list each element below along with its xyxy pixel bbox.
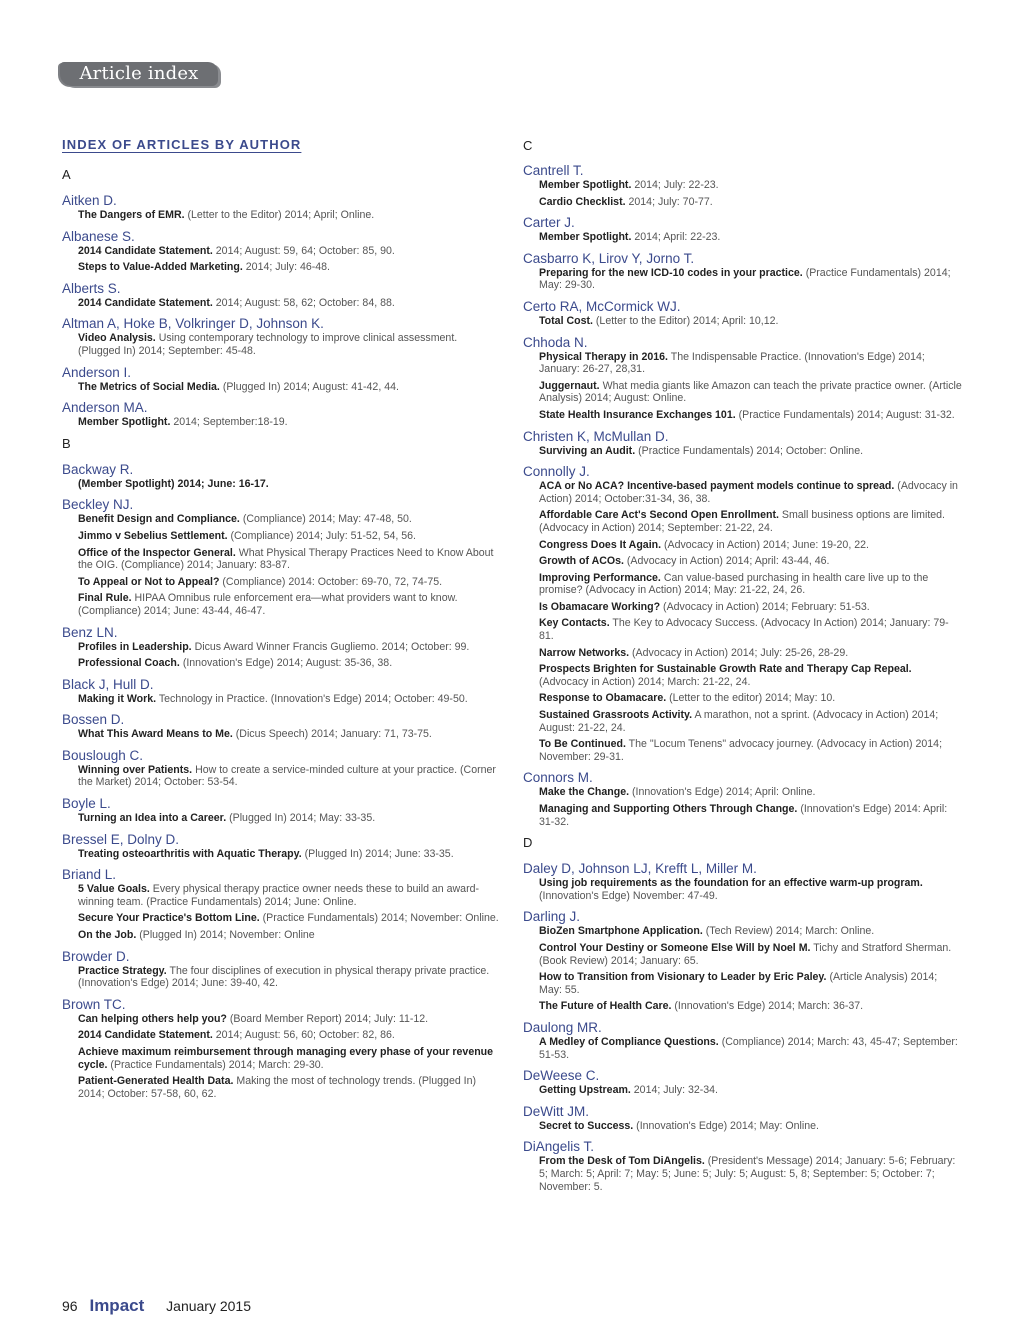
article-details: (Dicus Speech) 2014; January: 71, 73-75.: [235, 728, 432, 741]
article-title: The Metrics of Social Media.: [78, 380, 220, 393]
author-entries: [539, 877, 963, 902]
article-details: What Physical Therapy Practices Need to Know About the OIG. (Compliance) 2014; January: 83-87.: [78, 546, 494, 572]
article-entry: [539, 803, 963, 828]
author-entries: [539, 1084, 963, 1097]
section-letter: B: [62, 435, 71, 451]
author-name: DiAngelis T.: [523, 1139, 595, 1155]
article-title: Congress Does It Again.: [539, 538, 662, 551]
author-entries: [539, 786, 963, 828]
article-title: Final Rule.: [78, 592, 132, 605]
author-entries: [78, 641, 502, 670]
article-title: Profiles in Leadership.: [78, 640, 192, 653]
section-letter: A: [62, 167, 71, 182]
author-name: Connors M.: [523, 770, 593, 786]
article-details: (Plugged In) 2014; May: 33-35.: [229, 812, 376, 825]
article-title: Cardio Checklist.: [539, 195, 626, 208]
article-title: Getting Upstream.: [539, 1084, 631, 1097]
banner-text: Article index: [79, 63, 199, 84]
article-title: Growth of ACOs.: [539, 555, 624, 568]
article-entry: [539, 231, 963, 244]
article-details: 2014; July: 22-23.: [634, 179, 719, 191]
article-details: (Advocacy in Action) 2014; July: 25-26, 28-29.: [632, 646, 849, 659]
article-title: Physical Therapy in 2016.: [539, 350, 668, 363]
article-title: Achieve maximum reimbursement through managing every phase of your revenue cycle.: [78, 1046, 494, 1071]
article-details: (Plugged In) 2014; August: 41-42, 44.: [222, 380, 399, 393]
author-name: DeWitt JM.: [523, 1103, 589, 1119]
article-title: Total Cost.: [539, 314, 593, 327]
author-entries: [78, 381, 502, 394]
article-details: (Compliance) 2014; July: 51-52, 54, 56.: [230, 529, 416, 542]
author-entries: [539, 231, 963, 244]
article-title: Make the Change.: [539, 786, 630, 799]
author-entries: [78, 848, 502, 861]
article-details: 2014; July: 46-48.: [245, 261, 330, 274]
article-entry: [78, 883, 502, 908]
author-entries: [78, 1013, 502, 1101]
author-name: Connolly J.: [523, 464, 590, 480]
article-entry: [78, 728, 502, 741]
article-details: 2014; August: 58, 62; October: 84, 88.: [215, 296, 395, 309]
author-entries: [539, 480, 963, 763]
article-details: The four disciplines of execution in physical therapy private practice. (Innovation's Edge) 2014; June: 39-40, 42.: [78, 964, 490, 990]
author-name: Bressel E, Dolny D.: [62, 831, 180, 847]
article-title: Office of the Inspector General.: [78, 546, 236, 559]
author-entries: [78, 965, 502, 990]
author-name: DeWeese C.: [523, 1068, 600, 1084]
article-details: 2014; August: 56, 60; October: 82, 86.: [215, 1029, 395, 1042]
article-title: Winning over Patients.: [78, 763, 193, 776]
article-details: (Plugged In) 2014; June: 33-35.: [304, 847, 454, 860]
article-details: The "Locum Tenens" advocacy journey. (Advocacy in Action) 2014; November: 29-31.: [539, 738, 943, 763]
article-entry: [78, 1046, 502, 1071]
article-title: Control Your Destiny or Someone Else Will by Noel M.: [539, 941, 811, 954]
article-title: BioZen Smartphone Application.: [539, 925, 703, 938]
article-details: Every physical therapy practice owner needs these to build an award-winning team. (Practice Fundamentals) 2014; June: Online.: [78, 883, 480, 908]
article-entry: [539, 925, 963, 938]
article-details: (Letter to the Editor) 2014; April; Online.: [187, 209, 375, 221]
article-entry: [539, 572, 963, 597]
article-entry: [539, 738, 963, 763]
article-entry: [78, 1075, 502, 1100]
article-title: The Future of Health Care.: [539, 1000, 672, 1013]
article-title: Improving Performance.: [539, 571, 661, 584]
author-name: Chhoda N.: [523, 334, 588, 350]
author-entries: [539, 925, 963, 1013]
article-entry: [78, 261, 502, 274]
article-title: Benefit Design and Compliance.: [78, 513, 240, 526]
author-entries: [78, 332, 502, 357]
article-entry: [539, 942, 963, 967]
article-details: (Practice Fundamentals) 2014; August: 31-32.: [738, 408, 955, 421]
article-details: (Compliance) 2014; March: 43, 45-47; September: 51-53.: [539, 1035, 958, 1061]
article-title: 2014 Candidate Statement.: [78, 244, 213, 257]
article-entry: [539, 380, 963, 405]
article-details: HIPAA Omnibus rule enforcement era—what providers want to know. (Compliance) 2014; June: 43-44, 46-47.: [78, 592, 458, 617]
article-title: Key Contacts.: [539, 617, 610, 630]
author-name: Backway R.: [62, 461, 134, 477]
article-details: What media giants like Amazon can teach the private practice owner. (Article Analysis) 2014; August: Online.: [539, 379, 962, 405]
author-name: Browder D.: [62, 948, 130, 964]
author-entries: [539, 1155, 963, 1193]
article-title: Member Spotlight.: [539, 179, 632, 191]
article-title: 2014 Candidate Statement.: [78, 296, 213, 309]
article-entry: [78, 929, 502, 942]
author-entries: [539, 1036, 963, 1061]
article-details: (Practice Fundamentals) 2014; October: Online.: [638, 444, 864, 457]
article-entry: [539, 445, 963, 458]
author-entries: [78, 478, 502, 491]
article-entry: [78, 332, 502, 357]
article-title: From the Desk of Tom DiAngelis.: [539, 1155, 705, 1168]
magazine-name: Impact: [89, 1296, 145, 1315]
left-column: [62, 137, 502, 1107]
author-entries: [539, 179, 963, 208]
section-letter: C: [523, 138, 533, 153]
page-number: 96: [62, 1298, 78, 1314]
article-title: Making it Work.: [78, 692, 157, 705]
article-details: (Tech Review) 2014; March: Online.: [705, 925, 875, 938]
article-title: To Appeal or Not to Appeal?: [78, 575, 220, 588]
article-entry: [78, 547, 502, 572]
author-entries: [78, 297, 502, 310]
author-name: Boyle L.: [62, 796, 111, 812]
article-title: The Dangers of EMR.: [78, 209, 185, 221]
author-name: Daulong MR.: [523, 1019, 602, 1035]
author-name: Briand L.: [62, 867, 117, 883]
author-name: Daley D, Johnson LJ, Krefft L, Miller M.: [523, 861, 757, 877]
article-details: Using contemporary technology to improve clinical assessment. (Plugged In) 2014; September: 45-48.: [78, 332, 458, 357]
article-title: Managing and Supporting Others Through Change.: [539, 803, 798, 815]
article-title: Juggernaut.: [539, 379, 600, 392]
article-details: (Advocacy in Action) 2014; March: 21-22, 24.: [539, 675, 751, 688]
article-details: (Article Analysis) 2014; May: 55.: [539, 971, 938, 996]
article-entry: [78, 848, 502, 861]
article-entry: [78, 416, 502, 429]
article-entry: [78, 381, 502, 394]
author-entries: [78, 812, 502, 825]
article-title: Surviving an Audit.: [539, 444, 636, 457]
article-entry: [539, 480, 963, 505]
article-title: (Member Spotlight) 2014; June: 16-17.: [78, 477, 269, 490]
article-entry: [539, 409, 963, 422]
article-entry: [539, 692, 963, 705]
article-title: State Health Insurance Exchanges 101.: [539, 408, 736, 421]
article-entry: [539, 786, 963, 799]
article-details: 2014; July: 32-34.: [633, 1084, 718, 1097]
author-entries: [78, 693, 502, 706]
author-name: Casbarro K, Lirov Y, Jorno T.: [523, 250, 695, 266]
article-title: Prospects Brighten for Sustainable Growth Rate and Therapy Cap Repeal.: [539, 663, 912, 676]
article-entry: [539, 1036, 963, 1061]
article-entry: [539, 877, 963, 902]
article-entry: [539, 663, 963, 688]
article-entry: [539, 555, 963, 568]
author-name: Carter J.: [523, 215, 575, 231]
article-title: A Medley of Compliance Questions.: [539, 1035, 719, 1048]
article-entry: [539, 1084, 963, 1097]
article-details: 2014; August: 59, 64; October: 85, 90.: [215, 244, 395, 257]
author-name: Bossen D.: [62, 712, 125, 728]
article-title: Secret to Success.: [539, 1119, 634, 1132]
article-title: How to Transition from Visionary to Leader by Eric Paley.: [539, 971, 827, 984]
index-heading: INDEX OF ARTICLES BY AUTHOR: [62, 137, 302, 152]
author-name: Anderson I.: [62, 364, 132, 380]
article-entry: [539, 509, 963, 534]
article-details: 2014; April: 22-23.: [634, 231, 721, 244]
article-details: (Innovation's Edge) 2014; April: Online.: [632, 786, 816, 799]
article-details: The Key to Advocacy Success. (Advocacy In Action) 2014; January: 79-81.: [539, 617, 949, 643]
article-details: (Board Member Report) 2014; July: 11-12.: [229, 1012, 429, 1025]
article-entry: [78, 657, 502, 670]
article-entry: [78, 1013, 502, 1026]
author-entries: [78, 416, 502, 429]
article-details: Tichy and Stratford Sherman. (Book Review) 2014; January: 65.: [539, 941, 952, 967]
article-entry: [78, 693, 502, 706]
article-entry: [539, 179, 963, 192]
article-title: ACA or No ACA? Incentive-based payment models continue to spread.: [539, 480, 895, 493]
article-details: (Letter to the editor) 2014; May: 10.: [669, 692, 836, 705]
article-entry: [78, 245, 502, 258]
author-entries: [539, 267, 963, 292]
article-title: Using job requirements as the foundation for an effective warm-up program.: [539, 877, 923, 890]
article-details: (Practice Fundamentals) 2014; March: 29-30.: [110, 1058, 324, 1071]
article-details: (Innovation's Edge) 2014; August: 35-36, 38.: [182, 657, 393, 670]
article-entry: [78, 965, 502, 990]
article-title: Narrow Networks.: [539, 646, 630, 659]
article-entry: [539, 315, 963, 328]
article-details: 2014; September:18-19.: [173, 416, 288, 429]
article-details: 2014; July: 70-77.: [628, 195, 713, 208]
article-entry: [78, 576, 502, 589]
article-details: (Compliance) 2014: October: 69-70, 72, 74-75.: [222, 575, 443, 588]
article-entry: [539, 539, 963, 552]
author-name: Darling J.: [523, 909, 581, 925]
article-entry: [539, 1155, 963, 1193]
article-details: Technology in Practice. (Innovation's Edge) 2014; October: 49-50.: [158, 692, 468, 705]
article-details: (Practice Fundamentals) 2014; November: Online.: [262, 912, 499, 925]
article-details: (Innovation's Edge) 2014: April: 31-32.: [539, 803, 948, 828]
article-entry: [539, 601, 963, 614]
article-title: Preparing for the new ICD-10 codes in your practice.: [539, 266, 803, 279]
article-title: 5 Value Goals.: [78, 883, 150, 896]
author-name: Benz LN.: [62, 624, 118, 640]
article-entry: [539, 196, 963, 209]
article-details: Dicus Award Winner Francis Gugliemo. 2014; October: 99.: [194, 640, 470, 653]
article-title: 2014 Candidate Statement.: [78, 1029, 213, 1042]
article-entry: [78, 297, 502, 310]
author-entries: [78, 513, 502, 617]
article-title: Can helping others help you?: [78, 1012, 227, 1025]
article-details: A marathon, not a sprint. (Advocacy in Action) 2014; August: 21-22, 24.: [539, 709, 939, 734]
article-title: Secure Your Practice's Bottom Line.: [78, 912, 260, 925]
article-title: Video Analysis.: [78, 332, 156, 345]
article-details: (Advocacy in Action) 2014; February: 51-53.: [663, 600, 870, 613]
section-letter: D: [523, 835, 533, 851]
page-footer: [62, 1296, 251, 1316]
article-entry: [539, 971, 963, 996]
article-details: (Plugged In) 2014; November: Online: [139, 929, 315, 942]
article-entry: [78, 912, 502, 925]
article-title: Jimmo v Sebelius Settlement.: [78, 529, 228, 542]
article-title: Professional Coach.: [78, 657, 180, 670]
article-index-banner: [60, 62, 218, 86]
article-details: (Advocacy in Action) 2014; April: 43-44, 46.: [626, 555, 830, 568]
article-entry: [78, 764, 502, 789]
article-entry: [539, 617, 963, 642]
article-entry: [539, 351, 963, 376]
article-entry: [539, 647, 963, 660]
article-title: On the Job.: [78, 929, 137, 942]
author-name: Brown TC.: [62, 996, 126, 1012]
article-entry: [539, 1120, 963, 1133]
article-details: (Advocacy in Action) 2014; October:31-34, 36, 38.: [539, 480, 958, 505]
article-title: What This Award Means to Me.: [78, 728, 233, 741]
article-details: (Practice Fundamentals) 2014; May: 29-30.: [539, 266, 951, 292]
article-title: Practice Strategy.: [78, 964, 167, 977]
article-entry: [78, 592, 502, 617]
article-entry: [539, 709, 963, 734]
author-name: Bouslough C.: [62, 747, 144, 763]
author-entries: [78, 728, 502, 741]
article-entry: [78, 209, 502, 222]
article-details: (Innovation's Edge) 2014; May: Online.: [636, 1119, 819, 1132]
article-entry: [78, 513, 502, 526]
author-name: Altman A, Hoke B, Volkringer D, Johnson K.: [62, 316, 324, 332]
author-entries: [539, 445, 963, 458]
right-column: [523, 138, 963, 1200]
article-entry: [78, 812, 502, 825]
article-title: To Be Continued.: [539, 738, 626, 751]
article-title: Response to Obamacare.: [539, 692, 667, 705]
article-title: Is Obamacare Working?: [539, 600, 661, 613]
author-name: Albanese S.: [62, 228, 135, 244]
article-details: (Innovation's Edge) 2014; March: 36-37.: [674, 1000, 864, 1013]
article-title: Steps to Value-Added Marketing.: [78, 261, 243, 274]
author-entries: [539, 315, 963, 328]
article-title: Member Spotlight.: [539, 231, 632, 244]
article-entry: [539, 267, 963, 292]
author-entries: [539, 1120, 963, 1133]
article-entry: [78, 478, 502, 491]
article-title: Turning an Idea into a Career.: [78, 812, 227, 825]
author-name: Beckley NJ.: [62, 497, 134, 513]
article-details: (Compliance) 2014; May: 47-48, 50.: [242, 513, 412, 526]
article-details: (Letter to the Editor) 2014; April: 10,12.: [595, 314, 779, 327]
article-title: Affordable Care Act's Second Open Enrollment.: [539, 509, 779, 522]
article-entry: [78, 641, 502, 654]
article-title: Member Spotlight.: [78, 416, 171, 429]
author-entries: [78, 764, 502, 789]
author-entries: [78, 209, 502, 222]
author-name: Aitken D.: [62, 193, 117, 208]
article-entry: [78, 1029, 502, 1042]
author-entries: [78, 245, 502, 274]
author-name: Anderson MA.: [62, 400, 148, 416]
author-name: Cantrell T.: [523, 163, 584, 178]
author-name: Alberts S.: [62, 280, 121, 296]
author-name: Certo RA, McCormick WJ.: [523, 298, 681, 314]
article-title: Treating osteoarthritis with Aquatic Therapy.: [78, 847, 302, 860]
article-title: Patient-Generated Health Data.: [78, 1075, 234, 1088]
article-details: Can value-based purchasing in health care live up to the promise? (Advocacy in Action) 2014; May: 21-22, 24, 26.: [539, 571, 929, 597]
author-entries: [78, 883, 502, 941]
author-name: Black J, Hull D.: [62, 676, 154, 692]
article-entry: [78, 530, 502, 543]
article-details: (President's Message) 2014; January: 5-6; February: 5; March: 5; April: 7; May: 5; June: 5; July: 5; August: 5, 8; September: 5; October: 7; November: 5.: [539, 1155, 956, 1193]
author-entries: [539, 351, 963, 422]
article-details: The Indispensable Practice. (Innovation's Edge) 2014; January: 26-27, 28,31.: [539, 350, 925, 376]
issue-date: January 2015: [166, 1298, 251, 1314]
article-details: How to create a service-minded culture at your practice. (Corner the Market) 2014; October: 53-54.: [78, 763, 496, 789]
article-details: (Innovation's Edge) November: 47-49.: [539, 889, 718, 902]
article-entry: [539, 1000, 963, 1013]
article-details: Making the most of technology trends. (Plugged In) 2014; October: 57-58, 60, 62.: [78, 1075, 477, 1100]
article-details: Small business options are limited. (Advocacy in Action) 2014; September: 21-22, 24.: [539, 509, 945, 534]
article-title: Sustained Grassroots Activity.: [539, 709, 693, 722]
article-details: (Advocacy in Action) 2014; June: 19-20, 22.: [664, 538, 869, 551]
author-name: Christen K, McMullan D.: [523, 428, 669, 444]
